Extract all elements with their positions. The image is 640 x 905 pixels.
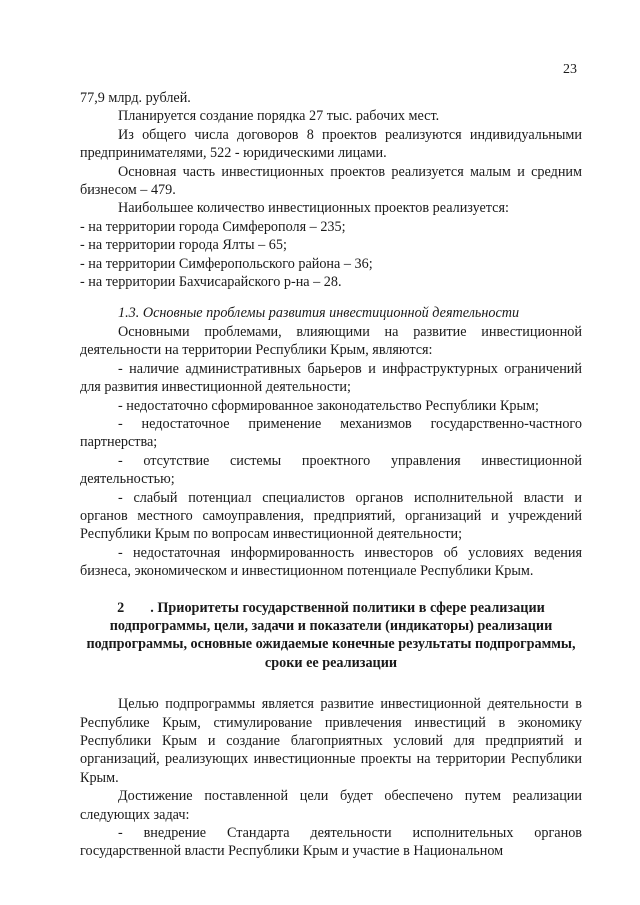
- section-number: 2: [117, 599, 125, 616]
- paragraph: Целью подпрограммы является развитие инвестиционной деятельности в Республике Крым, стимулирование привлечения инвестиций в экономику Республики Крым и создание благоприятных условий для предприятий и организаций, реализующих инвестиционные проекты на территории Республики Крым.: [80, 696, 582, 786]
- paragraph: Планируется создание порядка 27 тыс. рабочих мест.: [118, 108, 440, 125]
- list-item: - внедрение Стандарта деятельности исполнительных органов государственной власти Республики Крым и участие в Национальном: [80, 825, 582, 860]
- list-item: - недостаточная информированность инвесторов об условиях ведения бизнеса, экономическом и инвестиционном потенциале Республики Крым.: [80, 544, 582, 580]
- section-heading: [80, 599, 582, 673]
- list-item: - слабый потенциал специалистов органов исполнительной власти и органов местного самоуправления, предприятий, организаций и учреждений Республики Крым по вопросам инвестиционной деятельности;: [80, 489, 582, 543]
- paragraph: Достижение поставленной цели будет обеспечено путем реализации следующих задач:: [80, 788, 582, 823]
- section-title: . Приоритеты государственной политики в сфере реализации подпрограммы, цели, задачи и показатели (индикаторы) реализации подпрограммы, основные ожидаемые конечные результаты подпрограммы, сроки ее реализации: [86, 599, 576, 671]
- page-body: [80, 89, 582, 861]
- paragraph: Из общего числа договоров 8 проектов реализуются индивидуальными предпринимателями, 522 - юридическими лицами.: [80, 126, 582, 162]
- paragraph: 77,9 млрд. рублей.: [80, 90, 191, 106]
- page-number: 23: [563, 62, 577, 77]
- list-item: - отсутствие системы проектного управления инвестиционной деятельностью;: [80, 452, 582, 488]
- paragraph: Основными проблемами, влияющими на развитие инвестиционной деятельности на территории Республики Крым, являются:: [80, 323, 582, 359]
- list-item: - на территории города Симферополя – 235;: [80, 218, 346, 235]
- list-item: - недостаточно сформированное законодательство Республики Крым;: [118, 397, 539, 414]
- paragraph: Основная часть инвестиционных проектов реализуется малым и средним бизнесом – 479.: [80, 163, 582, 199]
- list-item: - на территории Бахчисарайского р-на – 28.: [80, 274, 342, 291]
- subsection-title: 1.3. Основные проблемы развития инвестиционной деятельности: [118, 305, 520, 322]
- list-item: - на территории города Ялты – 65;: [80, 237, 287, 254]
- list-item: - на территории Симферопольского района – 36;: [80, 255, 373, 272]
- list-item: - наличие административных барьеров и инфраструктурных ограничений для развития инвестиционной деятельности;: [80, 360, 582, 396]
- list-item: - недостаточное применение механизмов государственно-частного партнерства;: [80, 415, 582, 451]
- paragraph: Наибольшее количество инвестиционных проектов реализуется:: [118, 200, 509, 217]
